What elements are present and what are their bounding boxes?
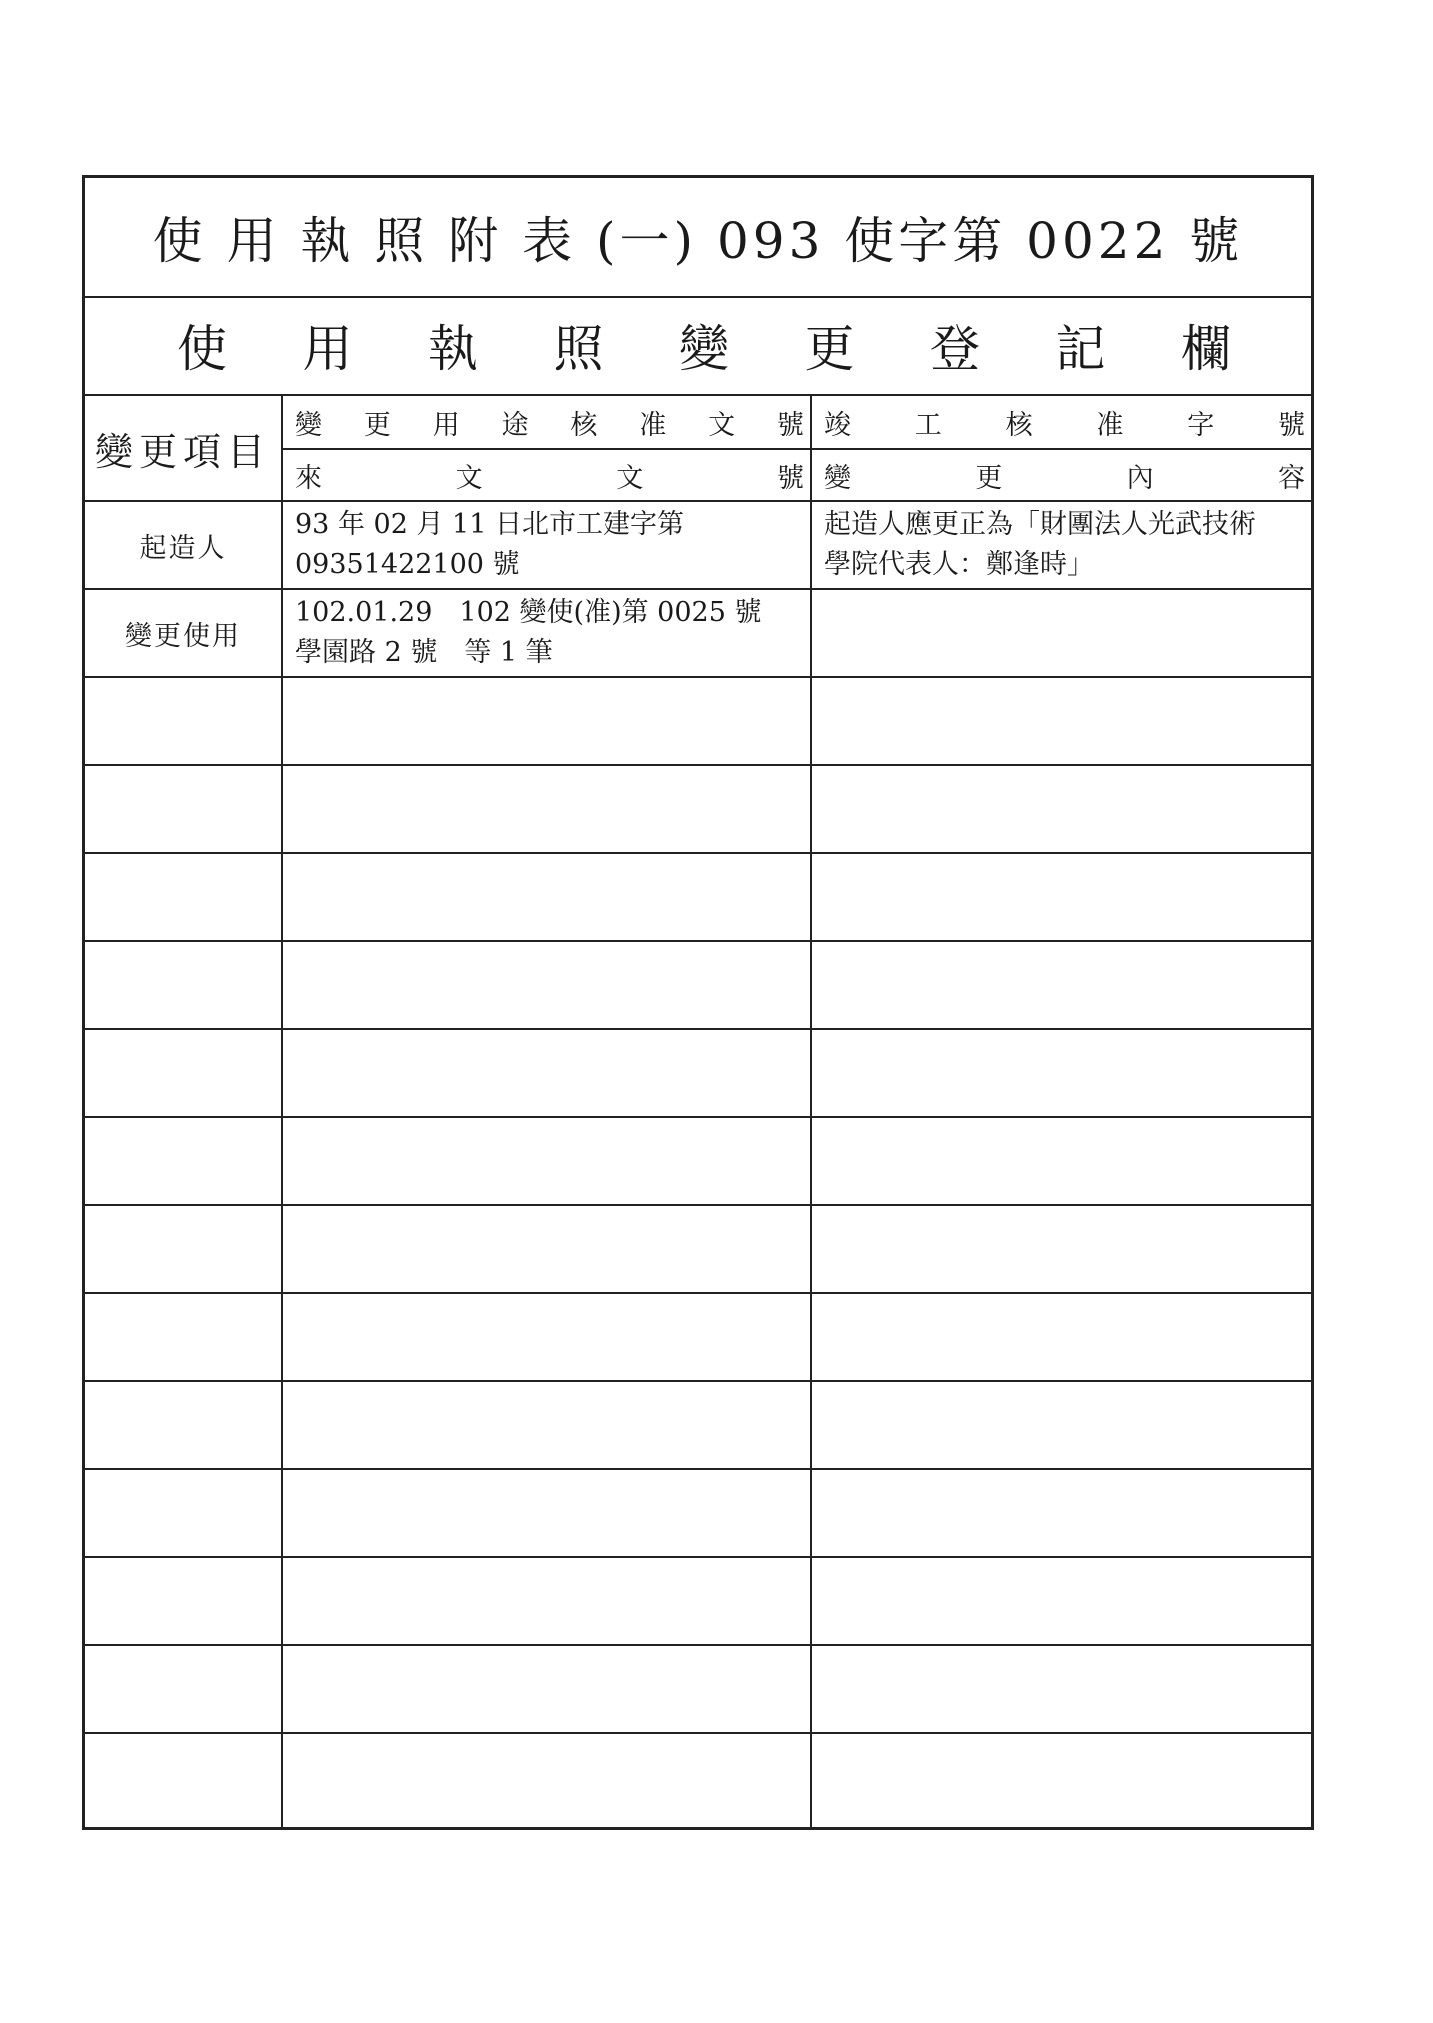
header-char: 用 [432, 409, 460, 441]
header-char: 變 [824, 462, 851, 494]
text-line: 起造人應更正為「財團法人光武技術 [824, 509, 1256, 540]
subtitle-char: 照 [553, 320, 604, 378]
subtitle-char: 記 [1055, 320, 1106, 378]
header-char: 字 [1187, 409, 1215, 441]
text-line: 93 年 02 月 11 日北市工建字第 [295, 509, 684, 540]
subtitle-char: 使 [177, 320, 227, 378]
row-change-content [812, 590, 1311, 676]
row-divider [85, 1732, 1311, 1734]
header-char: 號 [1277, 409, 1305, 441]
subtitle-char: 更 [804, 320, 855, 378]
header-char: 竣 [824, 409, 851, 441]
usage-license-form [82, 175, 1314, 1830]
row-divider [85, 1644, 1311, 1646]
subtitle-char: 執 [428, 320, 478, 378]
row-divider [85, 852, 1311, 854]
form-subtitle [85, 296, 1311, 396]
row-doc-number [283, 590, 810, 676]
header-char: 文 [708, 409, 736, 441]
header-char: 文 [455, 462, 483, 494]
header-change-content [812, 450, 1311, 500]
header-change-item: 變更項目 [94, 429, 271, 474]
header-char: 途 [501, 409, 529, 441]
text-line: 學園路 2 號 等 1 筆 [295, 637, 553, 668]
row-divider [85, 1028, 1311, 1030]
change-record-table [85, 396, 1311, 1830]
row-item-label: 變更使用 [125, 620, 241, 652]
text-line: 09351422100 號 [295, 549, 520, 580]
header-char: 內 [1126, 462, 1154, 494]
text-line: 102.01.29 102 變使(准)第 0025 號 [295, 597, 762, 628]
row-item-label: 起造人 [139, 532, 227, 564]
header-approval-doc-number [283, 396, 810, 448]
row-divider [85, 1380, 1311, 1382]
row-divider [85, 1204, 1311, 1206]
header-char: 容 [1277, 462, 1305, 494]
row-divider [85, 676, 1311, 678]
header-char: 核 [1005, 409, 1033, 441]
row-divider [85, 940, 1311, 942]
row-divider [85, 1468, 1311, 1470]
header-char: 准 [639, 409, 667, 441]
header-char: 更 [975, 462, 1003, 494]
header-char: 來 [295, 462, 322, 494]
header-char: 文 [616, 462, 644, 494]
subtitle-char: 用 [302, 320, 353, 378]
header-char: 號 [776, 409, 804, 441]
subtitle-char: 變 [679, 320, 729, 378]
header-char: 更 [363, 409, 391, 441]
header-incoming-doc-number [283, 450, 810, 500]
header-char: 核 [570, 409, 598, 441]
text-line: 學院代表人：鄭逢時」 [824, 549, 1094, 580]
subtitle-char: 登 [930, 320, 980, 378]
header-char: 變 [295, 409, 322, 441]
header-char: 號 [776, 462, 804, 494]
row-divider [85, 1116, 1311, 1118]
row-divider [85, 1292, 1311, 1294]
form-title: 使 用 執 照 附 表 (一) 093 使字第 0022 號 [85, 178, 1311, 298]
row-divider [85, 764, 1311, 766]
header-char: 准 [1096, 409, 1124, 441]
header-char: 工 [914, 409, 942, 441]
row-change-content [812, 502, 1311, 588]
row-divider [85, 1556, 1311, 1558]
subtitle-char: 欄 [1181, 320, 1231, 378]
header-completion-approval-number [812, 396, 1311, 448]
row-doc-number [283, 502, 810, 588]
